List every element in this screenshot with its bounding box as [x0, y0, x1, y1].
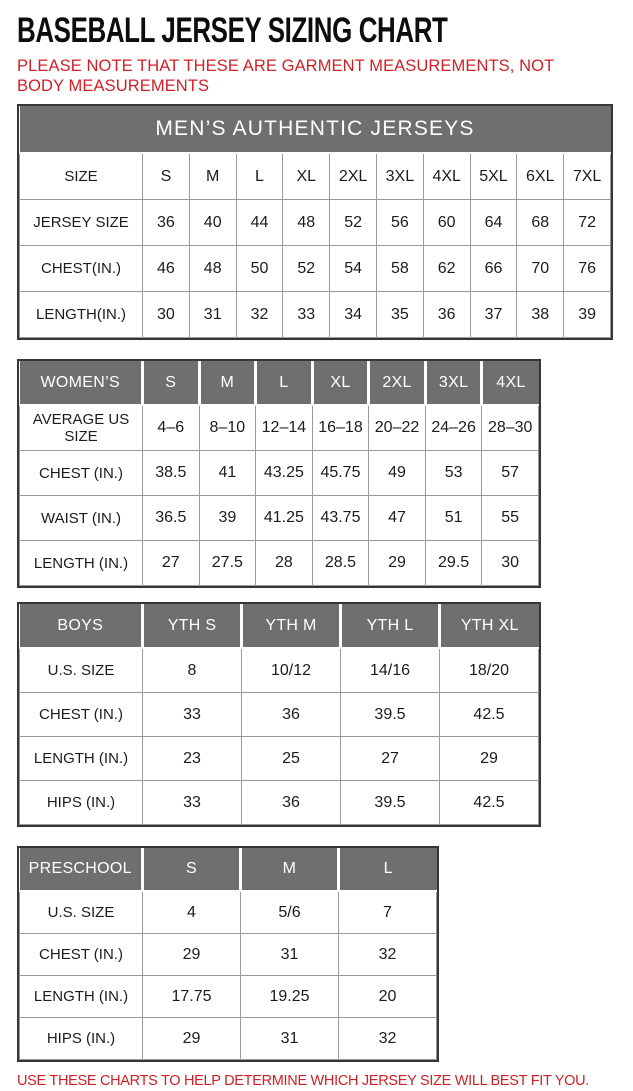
value-cell: 23: [143, 737, 242, 781]
value-cell: 46: [143, 246, 190, 292]
value-cell: 31: [241, 1018, 339, 1060]
value-cell: 4: [143, 891, 241, 934]
value-cell: 72: [564, 200, 611, 246]
value-cell: 33: [283, 292, 330, 338]
value-cell: 43.25: [256, 451, 313, 496]
value-cell: 31: [189, 292, 236, 338]
table-row: [20, 891, 437, 934]
header-size-cell: M: [241, 848, 339, 891]
row-label: HIPS (IN.): [20, 781, 143, 825]
value-cell: 17.75: [143, 976, 241, 1018]
value-cell: 47: [369, 496, 426, 541]
table-row: [20, 405, 539, 451]
value-cell: 34: [330, 292, 377, 338]
row-label: CHEST(IN.): [20, 246, 143, 292]
table-banner: MEN’S AUTHENTIC JERSEYS: [20, 106, 611, 153]
value-cell: 10/12: [242, 648, 341, 693]
row-label: LENGTH(IN.): [20, 292, 143, 338]
value-cell: 28–30: [482, 405, 539, 451]
value-cell: 27: [341, 737, 440, 781]
header-size-cell: 3XL: [425, 361, 482, 405]
value-cell: 64: [470, 200, 517, 246]
value-cell: 27: [143, 541, 200, 586]
value-cell: 33: [143, 693, 242, 737]
value-cell: 20: [339, 976, 437, 1018]
row-label: CHEST (IN.): [20, 693, 143, 737]
header-size-cell: 4XL: [482, 361, 539, 405]
value-cell: 70: [517, 246, 564, 292]
table-row: [20, 541, 539, 586]
value-cell: 32: [236, 292, 283, 338]
value-cell: 55: [482, 496, 539, 541]
value-cell: 5XL: [470, 153, 517, 200]
value-cell: 19.25: [241, 976, 339, 1018]
value-cell: 76: [564, 246, 611, 292]
value-cell: 41.25: [256, 496, 313, 541]
header-size-cell: YTH XL: [440, 604, 539, 648]
value-cell: 38.5: [143, 451, 200, 496]
table-row: [20, 648, 539, 693]
header-row: [20, 604, 539, 648]
value-cell: 5/6: [241, 891, 339, 934]
mens-table-grid: [19, 106, 611, 338]
value-cell: 29.5: [425, 541, 482, 586]
value-cell: 33: [143, 781, 242, 825]
value-cell: 29: [143, 1018, 241, 1060]
value-cell: 28.5: [312, 541, 369, 586]
womens-sizing-table: [17, 359, 541, 588]
table-row: [20, 496, 539, 541]
value-cell: 4XL: [423, 153, 470, 200]
value-cell: 40: [189, 200, 236, 246]
value-cell: 45.75: [312, 451, 369, 496]
value-cell: 39: [564, 292, 611, 338]
value-cell: 42.5: [440, 781, 539, 825]
value-cell: S: [143, 153, 190, 200]
table-row: [20, 292, 611, 338]
value-cell: 32: [339, 934, 437, 976]
row-label: SIZE: [20, 153, 143, 200]
value-cell: 12–14: [256, 405, 313, 451]
table-row: [20, 737, 539, 781]
value-cell: 36: [242, 781, 341, 825]
table-row: [20, 976, 437, 1018]
banner-row: [20, 106, 611, 153]
value-cell: 29: [369, 541, 426, 586]
value-cell: M: [189, 153, 236, 200]
value-cell: 35: [376, 292, 423, 338]
row-label: CHEST (IN.): [20, 934, 143, 976]
header-row: [20, 361, 539, 405]
table-row: [20, 246, 611, 292]
value-cell: 29: [440, 737, 539, 781]
mens-sizing-table: [17, 104, 613, 340]
header-label-cell: WOMEN’S: [20, 361, 143, 405]
boys-sizing-table: [17, 602, 541, 827]
value-cell: 51: [425, 496, 482, 541]
value-cell: 8–10: [199, 405, 256, 451]
value-cell: 8: [143, 648, 242, 693]
value-cell: 7XL: [564, 153, 611, 200]
value-cell: 54: [330, 246, 377, 292]
value-cell: 56: [376, 200, 423, 246]
value-cell: 30: [143, 292, 190, 338]
value-cell: 36: [242, 693, 341, 737]
row-label: JERSEY SIZE: [20, 200, 143, 246]
value-cell: 66: [470, 246, 517, 292]
garment-measurement-note: PLEASE NOTE THAT THESE ARE GARMENT MEASUREMENTS, NOT BODY MEASUREMENTS: [17, 57, 554, 95]
header-row: [20, 848, 437, 891]
row-label: U.S. SIZE: [20, 891, 143, 934]
value-cell: 42.5: [440, 693, 539, 737]
value-cell: 20–22: [369, 405, 426, 451]
row-label: LENGTH (IN.): [20, 976, 143, 1018]
value-cell: 57: [482, 451, 539, 496]
header-size-cell: YTH S: [143, 604, 242, 648]
value-cell: 48: [189, 246, 236, 292]
header-size-cell: L: [339, 848, 437, 891]
value-cell: 60: [423, 200, 470, 246]
value-cell: 68: [517, 200, 564, 246]
page-title: BASEBALL JERSEY SIZING CHART: [17, 11, 448, 50]
header-size-cell: YTH L: [341, 604, 440, 648]
value-cell: 27.5: [199, 541, 256, 586]
value-cell: 25: [242, 737, 341, 781]
header-size-cell: S: [143, 848, 241, 891]
row-label: CHEST (IN.): [20, 451, 143, 496]
value-cell: 50: [236, 246, 283, 292]
table-row: [20, 934, 437, 976]
table-row: [20, 781, 539, 825]
preschool-table-grid: [19, 848, 437, 1060]
value-cell: 36: [143, 200, 190, 246]
value-cell: 28: [256, 541, 313, 586]
value-cell: 36: [423, 292, 470, 338]
value-cell: 43.75: [312, 496, 369, 541]
value-cell: 44: [236, 200, 283, 246]
header-label-cell: BOYS: [20, 604, 143, 648]
header-size-cell: 2XL: [369, 361, 426, 405]
value-cell: 53: [425, 451, 482, 496]
value-cell: 30: [482, 541, 539, 586]
boys-table-grid: [19, 604, 539, 825]
fit-advice-note: USE THESE CHARTS TO HELP DETERMINE WHICH JERSEY SIZE WILL BEST FIT YOU.: [17, 1073, 589, 1089]
header-size-cell: S: [143, 361, 200, 405]
row-label: U.S. SIZE: [20, 648, 143, 693]
value-cell: XL: [283, 153, 330, 200]
header-size-cell: YTH M: [242, 604, 341, 648]
value-cell: 18/20: [440, 648, 539, 693]
value-cell: 36.5: [143, 496, 200, 541]
value-cell: 39.5: [341, 781, 440, 825]
value-cell: 2XL: [330, 153, 377, 200]
header-size-cell: M: [199, 361, 256, 405]
value-cell: 16–18: [312, 405, 369, 451]
value-cell: 52: [330, 200, 377, 246]
header-size-cell: XL: [312, 361, 369, 405]
value-cell: 37: [470, 292, 517, 338]
table-row: [20, 153, 611, 200]
value-cell: L: [236, 153, 283, 200]
value-cell: 48: [283, 200, 330, 246]
value-cell: 38: [517, 292, 564, 338]
value-cell: 49: [369, 451, 426, 496]
value-cell: 58: [376, 246, 423, 292]
value-cell: 29: [143, 934, 241, 976]
value-cell: 31: [241, 934, 339, 976]
womens-table-grid: [19, 361, 539, 586]
value-cell: 3XL: [376, 153, 423, 200]
row-label: AVERAGE US SIZE: [20, 405, 143, 451]
row-label: LENGTH (IN.): [20, 737, 143, 781]
table-row: [20, 693, 539, 737]
row-label: HIPS (IN.): [20, 1018, 143, 1060]
value-cell: 41: [199, 451, 256, 496]
header-label-cell: PRESCHOOL: [20, 848, 143, 891]
value-cell: 39: [199, 496, 256, 541]
value-cell: 62: [423, 246, 470, 292]
value-cell: 6XL: [517, 153, 564, 200]
value-cell: 24–26: [425, 405, 482, 451]
value-cell: 32: [339, 1018, 437, 1060]
value-cell: 14/16: [341, 648, 440, 693]
value-cell: 7: [339, 891, 437, 934]
row-label: LENGTH (IN.): [20, 541, 143, 586]
value-cell: 39.5: [341, 693, 440, 737]
preschool-sizing-table: [17, 846, 439, 1062]
row-label: WAIST (IN.): [20, 496, 143, 541]
value-cell: 52: [283, 246, 330, 292]
table-row: [20, 451, 539, 496]
table-row: [20, 200, 611, 246]
value-cell: 4–6: [143, 405, 200, 451]
header-size-cell: L: [256, 361, 313, 405]
